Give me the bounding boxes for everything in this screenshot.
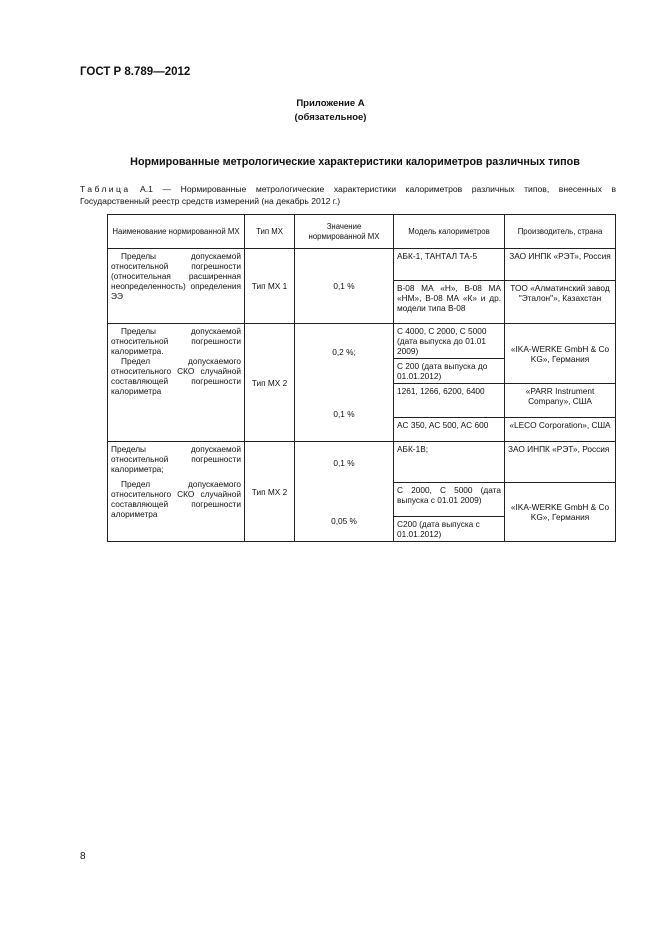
header-value: Значение нормированной МХ — [295, 215, 394, 249]
g1-type: Тип МХ 1 — [245, 249, 295, 324]
g2-value-1: 0,2 %; — [332, 346, 356, 357]
g3-value-cell — [295, 442, 394, 542]
g2-r1-model: С 4000, С 2000, С 5000 (дата выпуска до 01.01 2009) — [394, 324, 505, 359]
section-title: Нормированные метрологические характеристики калориметров различных типов — [130, 156, 580, 168]
table-caption — [80, 183, 616, 207]
table-row — [108, 249, 616, 281]
g3-value-1: 0,1 % — [333, 457, 355, 468]
g3-r1-maker: ЗАО ИНПК «РЭТ», Россия — [505, 442, 616, 483]
g3-value-2: 0,05 % — [331, 515, 357, 526]
annex-status: (обязательное) — [294, 112, 367, 123]
page-number: 8 — [80, 851, 86, 862]
g1-r1-maker: ЗАО ИНПК «РЭТ», Россия — [505, 249, 616, 281]
g1-value: 0,1 % — [295, 249, 394, 324]
g1-name-cell — [108, 249, 245, 324]
g3-r3-model: С200 (дата выпуска с 01.01.2012) — [394, 517, 505, 542]
g2-name-1: Пределы допускаемой относительной погрешности калориметра. — [111, 326, 241, 356]
g2-name-2: Предел допускаемого относительного СКО случайной составляющей погрешности калориметра — [111, 356, 241, 396]
header-maker: Производитель, страна — [505, 215, 616, 249]
header-model: Модель калориметров — [394, 215, 505, 249]
g1-r2-model: В-08 МА «Н», В-08 МА «НМ», В-08 МА «К» и др. модели типа В-08 — [394, 281, 505, 324]
table-caption-text: А.1 — Нормированные метрологические характеристики калориметров различных типов, внесенных в Государственный реестр средств измерений (на декабрь 2012 г.) — [80, 184, 617, 206]
annex-heading — [0, 97, 661, 125]
g3-type: Тип МХ 2 — [245, 442, 295, 542]
g2-name-cell — [108, 324, 245, 442]
g3-name-cell — [108, 442, 245, 542]
g1-r1-model: АБК-1, ТАНТАЛ ТА-5 — [394, 249, 505, 281]
table-header-row — [108, 215, 616, 249]
g2-type: Тип МХ 2 — [245, 324, 295, 442]
annex-title: Приложение А — [296, 98, 365, 109]
g2-maker-12: «IKA-WERKE GmbH & Co KG», Германия — [505, 324, 616, 384]
g1-r2-maker: ТОО «Алматинский завод "Эталон"», Казахстан — [505, 281, 616, 324]
header-name: Наименование нормированной МХ — [108, 215, 245, 249]
table-caption-prefix: Таблица — [80, 184, 131, 194]
g2-r2-model: С 200 (дата выпуска до 01.01.2012) — [394, 359, 505, 384]
document-code: ГОСТ Р 8.789—2012 — [80, 66, 191, 78]
g2-r3-model: 1261, 1266, 6200, 6400 — [394, 384, 505, 418]
metrology-table — [107, 214, 616, 542]
g3-maker-23: «IKA-WERKE GmbH & Co KG», Германия — [505, 483, 616, 542]
g2-r4-model: AC 350, AC 500, AC 600 — [394, 418, 505, 442]
g2-r3-maker: «PARR Instrument Company», США — [505, 384, 616, 418]
g2-value-2: 0,1 % — [333, 408, 355, 419]
g3-r1-model: АБК-1В; — [394, 442, 505, 483]
g3-r2-model: С 2000, С 5000 (дата выпуска с 01.01 2009) — [394, 483, 505, 517]
table-row — [108, 442, 616, 483]
g3-name-2: Предел допускаемого относительного СКО случайной составляющей погрешности алориметра — [111, 479, 241, 519]
header-type: Тип МХ — [245, 215, 295, 249]
g2-r4-maker: «LECO Corporation», США — [505, 418, 616, 442]
table-row — [108, 324, 616, 359]
g2-value-cell — [295, 324, 394, 442]
g3-name-1: Пределы допускаемой относительной погрешности калориметра; — [111, 444, 241, 474]
g1-name: Пределы допускаемой относительной погрешности (относительная расширенная неопределенность) определения ЭЭ — [111, 251, 241, 301]
